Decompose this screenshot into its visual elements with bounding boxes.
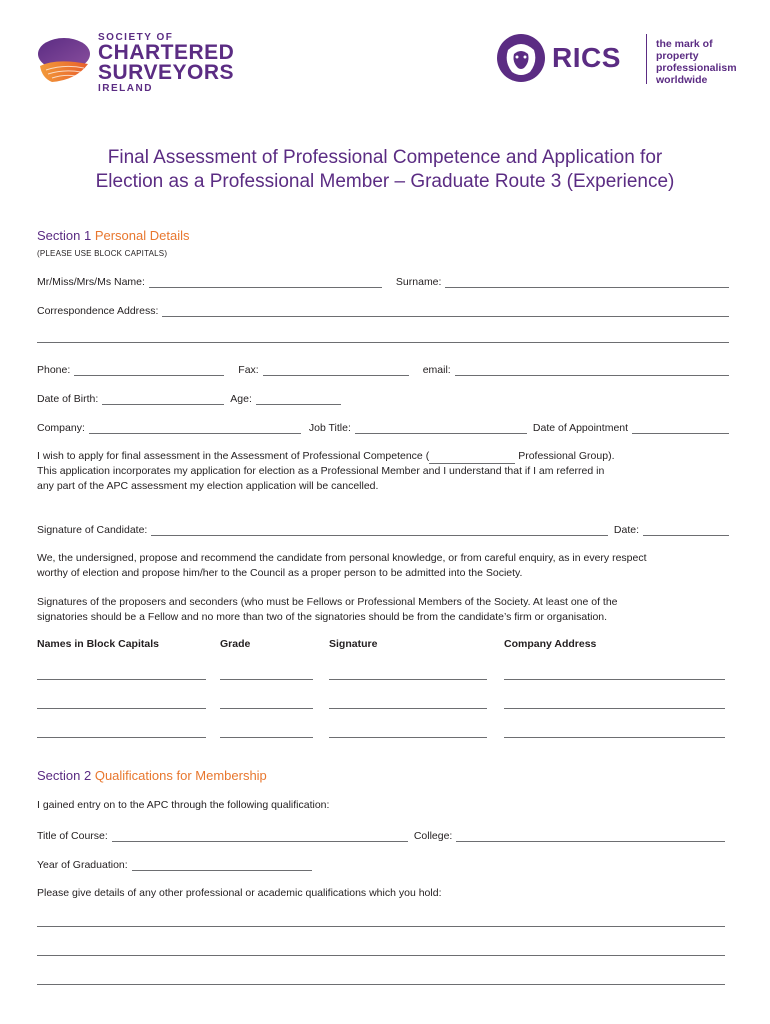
contact-row <box>37 362 729 376</box>
other-qualifications-field[interactable] <box>37 955 725 956</box>
apply-text-part1: I wish to apply for final assessment in the Assessment of Professional Competence ( <box>37 450 430 462</box>
other-qualifications-field[interactable] <box>37 984 725 985</box>
phone-field[interactable] <box>74 365 224 376</box>
propose-text-line1: We, the undersigned, propose and recommend the candidate from personal knowledge, or from careful enquiry, as in every respect <box>37 552 647 564</box>
graduation-label: Year of Graduation: <box>37 859 128 871</box>
email-field[interactable] <box>455 365 729 376</box>
course-field[interactable] <box>112 831 408 842</box>
proposer-signature-field[interactable] <box>329 708 487 709</box>
proposers-text-line2: signatories should be a Fellow and no more than two of the signatories should be from the candidate’s firm or organisation. <box>37 611 608 623</box>
job-title-field[interactable] <box>355 423 527 434</box>
proposer-name-field[interactable] <box>37 679 206 680</box>
dob-row <box>37 391 729 405</box>
address-row <box>37 303 729 317</box>
company-label: Company: <box>37 422 85 434</box>
proposer-grade-field[interactable] <box>220 737 313 738</box>
surname-label: Surname: <box>395 276 442 288</box>
fax-field[interactable] <box>263 365 409 376</box>
propose-statement <box>37 551 737 581</box>
signature-date-label: Date: <box>613 524 639 536</box>
signature-date-field[interactable] <box>643 525 729 536</box>
email-label: email: <box>422 364 451 376</box>
fax-label: Fax: <box>238 364 259 376</box>
table-header-names: Names in Block Capitals <box>37 638 159 650</box>
page-title-line2: Election as a Professional Member – Graduate Route 3 (Experience) <box>95 171 675 192</box>
table-header-signature: Signature <box>329 638 378 650</box>
scs-line-chartered: CHARTERED <box>98 41 235 64</box>
name-row <box>37 274 729 288</box>
section2-heading <box>37 768 267 783</box>
section1-number: Section 1 <box>37 228 92 243</box>
name-label: Mr/Miss/Mrs/Ms Name: <box>37 276 145 288</box>
graduation-row <box>37 857 729 871</box>
scs-line-ireland: IRELAND <box>98 83 153 94</box>
rics-logo <box>494 32 744 88</box>
table-header-grade: Grade <box>220 638 251 650</box>
age-field[interactable] <box>256 394 341 405</box>
company-row <box>37 420 729 434</box>
apply-text-line3: any part of the APC assessment my election application will be cancelled. <box>37 480 379 492</box>
apply-text-part2: Professional Group). <box>518 450 615 462</box>
name-field[interactable] <box>149 277 382 288</box>
rics-tagline-line: property <box>656 50 699 62</box>
proposer-name-field[interactable] <box>37 708 206 709</box>
rics-tagline-line: worldwide <box>656 74 708 86</box>
dob-label: Date of Birth: <box>37 393 99 405</box>
surname-field[interactable] <box>445 277 729 288</box>
professional-group-field[interactable] <box>429 452 515 464</box>
table-header-company-address: Company Address <box>504 638 597 650</box>
proposer-name-field[interactable] <box>37 737 206 738</box>
course-row <box>37 828 725 842</box>
signature-label: Signature of Candidate: <box>37 524 148 536</box>
section1-heading <box>37 228 189 243</box>
age-label: Age: <box>230 393 252 405</box>
page-title <box>0 146 770 194</box>
section2-title: Qualifications for Membership <box>94 768 267 783</box>
propose-text-line2: worthy of election and propose him/her to the Council as a proper person to be admitted into the Society. <box>37 567 523 579</box>
signature-row <box>37 522 729 536</box>
apply-statement <box>37 449 737 494</box>
other-qualifications-field[interactable] <box>37 926 725 927</box>
phone-label: Phone: <box>37 364 71 376</box>
college-field[interactable] <box>456 831 725 842</box>
rics-lion-icon <box>494 32 548 84</box>
date-appointment-label: Date of Appointment <box>532 422 629 434</box>
apply-text-line2: This application incorporates my application for election as a Professional Member and I understand that if I am referred in <box>37 465 605 477</box>
proposers-text-line1: Signatures of the proposers and seconders (who must be Fellows or Professional Members of the Society. At least one of the <box>37 596 618 608</box>
address-field[interactable] <box>162 306 729 317</box>
scs-swirl-icon <box>36 36 92 86</box>
address-field-line2[interactable] <box>37 342 729 343</box>
proposer-grade-field[interactable] <box>220 679 313 680</box>
job-title-label: Job Title: <box>308 422 351 434</box>
date-appointment-field[interactable] <box>632 423 729 434</box>
proposer-company-field[interactable] <box>504 679 725 680</box>
rics-divider <box>646 34 647 84</box>
proposer-grade-field[interactable] <box>220 708 313 709</box>
scs-line-society-of: SOCIETY OF <box>98 32 174 43</box>
signature-field[interactable] <box>151 525 608 536</box>
company-field[interactable] <box>89 423 301 434</box>
dob-field[interactable] <box>102 394 224 405</box>
block-capitals-note: (PLEASE USE BLOCK CAPITALS) <box>37 249 168 258</box>
entry-qualification-text: I gained entry on to the APC through the following qualification: <box>37 799 330 811</box>
proposers-statement <box>37 595 737 625</box>
rics-wordmark: RICS <box>552 42 621 73</box>
rics-tagline-line: professionalism <box>656 62 737 74</box>
scs-logo <box>36 32 276 94</box>
other-qualifications-text: Please give details of any other professional or academic qualifications which you hold: <box>37 887 442 899</box>
section2-number: Section 2 <box>37 768 92 783</box>
proposer-signature-field[interactable] <box>329 679 487 680</box>
scs-line-surveyors: SURVEYORS <box>98 61 234 84</box>
rics-tagline <box>656 38 737 86</box>
proposer-signature-field[interactable] <box>329 737 487 738</box>
graduation-field[interactable] <box>132 860 312 871</box>
college-label: College: <box>413 830 453 842</box>
section1-title: Personal Details <box>94 228 190 243</box>
course-label: Title of Course: <box>37 830 108 842</box>
proposer-company-field[interactable] <box>504 737 725 738</box>
proposer-company-field[interactable] <box>504 708 725 709</box>
rics-tagline-line: the mark of <box>656 38 713 50</box>
address-label: Correspondence Address: <box>37 305 159 317</box>
page-title-line1: Final Assessment of Professional Competence and Application for <box>107 147 663 168</box>
